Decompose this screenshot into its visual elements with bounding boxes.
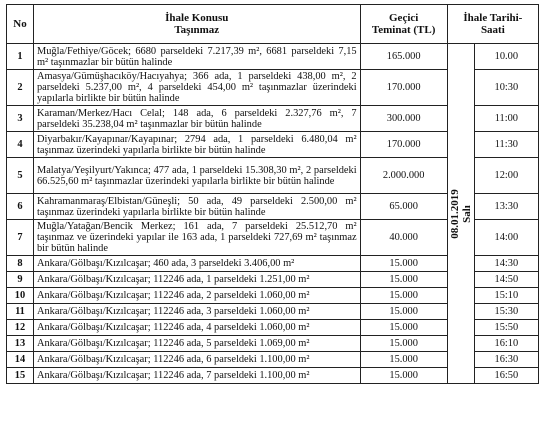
row-no: 6 — [7, 194, 34, 220]
tender-table-wrapper — [6, 4, 539, 384]
row-no: 1 — [7, 44, 34, 70]
row-no: 12 — [7, 320, 34, 336]
row-deposit: 15.000 — [360, 368, 447, 384]
row-subject: Diyarbakır/Kayapınar/Kayapınar; 2794 ada, 1 parseldeki 6.480,04 m² taşınmaz üzerindeki yapılarla birlikte bir bütün halinde — [33, 132, 360, 158]
row-deposit: 15.000 — [360, 272, 447, 288]
row-time: 15:50 — [474, 320, 538, 336]
row-time: 14:30 — [474, 256, 538, 272]
row-no: 14 — [7, 352, 34, 368]
header-subject-line2: Taşınmaz — [174, 24, 220, 36]
row-subject: Muğla/Yatağan/Bencik Merkez; 161 ada, 7 parseldeki 25.512,70 m² taşınmaz ve üzerindeki yapılar ile 163 ada, 1 parseldeki 727,69 m² taşınmaz bir bütün halinde — [33, 220, 360, 256]
row-no: 4 — [7, 132, 34, 158]
row-deposit: 15.000 — [360, 288, 447, 304]
row-subject: Malatya/Yeşilyurt/Yakınca; 477 ada, 1 parseldeki 15.308,30 m², 2 parseldeki 66.525,60 m² taşınmazlar üzerindeki yapılarla birlikte bir bütün halinde — [33, 158, 360, 194]
row-deposit: 15.000 — [360, 256, 447, 272]
tender-date-value: 08.01.2019 — [448, 188, 461, 239]
row-subject: Ankara/Gölbaşı/Kızılcaşar; 112246 ada, 4 parseldeki 1.060,00 m² — [33, 320, 360, 336]
tender-date-cell — [447, 44, 474, 384]
row-subject: Ankara/Gölbaşı/Kızılcaşar; 112246 ada, 3 parseldeki 1.060,00 m² — [33, 304, 360, 320]
row-time: 16:10 — [474, 336, 538, 352]
row-no: 7 — [7, 220, 34, 256]
row-no: 5 — [7, 158, 34, 194]
header-deposit-line1: Geçici — [389, 12, 419, 24]
row-no: 11 — [7, 304, 34, 320]
row-subject: Ankara/Gölbaşı/Kızılcaşar; 112246 ada, 5 parseldeki 1.069,00 m² — [33, 336, 360, 352]
row-time: 15:10 — [474, 288, 538, 304]
tender-date-day: Salı — [460, 204, 473, 223]
row-deposit: 65.000 — [360, 194, 447, 220]
row-subject: Ankara/Gölbaşı/Kızılcaşar; 460 ada, 3 parseldeki 3.406,00 m² — [33, 256, 360, 272]
row-deposit: 165.000 — [360, 44, 447, 70]
header-date-line1: İhale Tarihi- — [463, 12, 523, 24]
row-deposit: 15.000 — [360, 352, 447, 368]
row-subject: Muğla/Fethiye/Göcek; 6680 parseldeki 7.217,39 m², 6681 parseldeki 7,15 m² taşınmazlar bir bütün halinde — [33, 44, 360, 70]
row-no: 2 — [7, 70, 34, 106]
row-deposit: 15.000 — [360, 336, 447, 352]
row-no: 10 — [7, 288, 34, 304]
row-time: 16:30 — [474, 352, 538, 368]
row-time: 13:30 — [474, 194, 538, 220]
row-no: 13 — [7, 336, 34, 352]
row-time: 10.00 — [474, 44, 538, 70]
row-no: 3 — [7, 106, 34, 132]
header-subject — [33, 5, 360, 44]
row-time: 15:30 — [474, 304, 538, 320]
header-deposit — [360, 5, 447, 44]
row-subject: Kahramanmaraş/Elbistan/Güneşli; 50 ada, 49 parseldeki 2.500,00 m² taşınmaz üzerindeki yapılarla birlikte bir bütün halinde — [33, 194, 360, 220]
header-subject-line1: İhale Konusu — [165, 12, 229, 24]
row-deposit: 170.000 — [360, 132, 447, 158]
row-subject: Ankara/Gölbaşı/Kızılcaşar; 112246 ada, 2 parseldeki 1.060,00 m² — [33, 288, 360, 304]
table-row — [7, 44, 539, 70]
row-deposit: 15.000 — [360, 304, 447, 320]
row-time: 12:00 — [474, 158, 538, 194]
table-header-row — [7, 5, 539, 44]
row-subject: Karaman/Merkez/Hacı Celal; 148 ada, 6 parseldeki 2.327,76 m², 7 parseldeki 35.238,04 m² taşınmazlar bir bütün halinde — [33, 106, 360, 132]
row-time: 11:30 — [474, 132, 538, 158]
row-time: 11:00 — [474, 106, 538, 132]
row-no: 9 — [7, 272, 34, 288]
row-no: 15 — [7, 368, 34, 384]
tender-table — [6, 4, 539, 384]
row-deposit: 300.000 — [360, 106, 447, 132]
row-time: 10:30 — [474, 70, 538, 106]
row-deposit: 170.000 — [360, 70, 447, 106]
row-subject: Ankara/Gölbaşı/Kızılcaşar; 112246 ada, 6 parseldeki 1.100,00 m² — [33, 352, 360, 368]
row-time: 16:50 — [474, 368, 538, 384]
row-time: 14:50 — [474, 272, 538, 288]
row-deposit: 40.000 — [360, 220, 447, 256]
row-deposit: 15.000 — [360, 320, 447, 336]
header-date-time — [447, 5, 538, 44]
tender-date — [449, 189, 473, 239]
row-subject: Amasya/Gümüşhacıköy/Hacıyahya; 366 ada, 1 parseldeki 438,00 m², 2 parseldeki 5.237,00 m², 4 parseldeki 454,00 m² taşınmazlar üzerindeki yapılarla birlikte bir bütün halinde — [33, 70, 360, 106]
header-no: No — [7, 5, 34, 44]
row-subject: Ankara/Gölbaşı/Kızılcaşar; 112246 ada, 1 parseldeki 1.251,00 m² — [33, 272, 360, 288]
row-no: 8 — [7, 256, 34, 272]
header-date-line2: Saati — [480, 24, 505, 36]
row-deposit: 2.000.000 — [360, 158, 447, 194]
row-subject: Ankara/Gölbaşı/Kızılcaşar; 112246 ada, 7 parseldeki 1.100,00 m² — [33, 368, 360, 384]
row-time: 14:00 — [474, 220, 538, 256]
header-deposit-line2: Teminat (TL) — [371, 24, 436, 36]
